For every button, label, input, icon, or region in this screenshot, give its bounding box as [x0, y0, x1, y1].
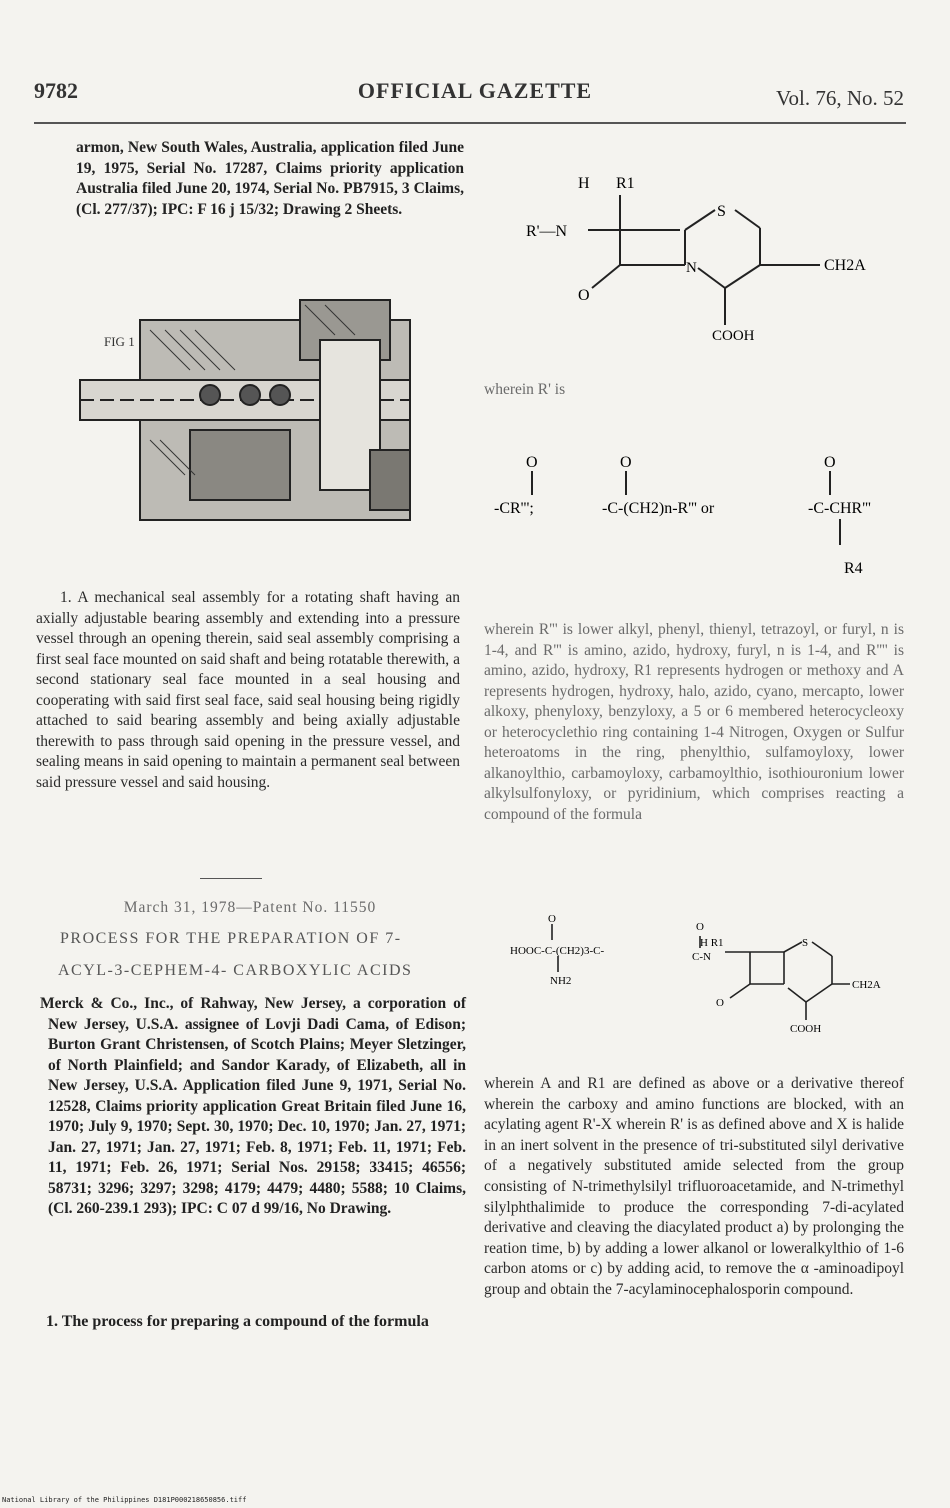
intro-paragraph: armon, New South Wales, Australia, application filed June 19, 1975, Serial No. 17287, Claims priority application Australia filed June 20, 1974, Serial No. PB7915, 3 Claims, (Cl. 277/37); IPC: F 16 j 15/32; Drawing 2 Sheets.	[76, 139, 464, 218]
formula1-s: S	[717, 203, 726, 220]
mechanical-seal-figure	[70, 280, 445, 530]
patent-title-line-1: PROCESS FOR THE PREPARATION OF 7-	[60, 930, 402, 947]
formula3-left: HOOC-C-(CH2)3-C-	[510, 945, 605, 957]
formula3-o-mid: O	[696, 921, 704, 933]
aminoadipoyl-cephalosporin-formula	[510, 912, 900, 1040]
formula1-h: H	[578, 175, 590, 192]
definitions-paragraph: wherein R''' is lower alkyl, phenyl, thienyl, tetrazoyl, or furyl, n is 1-4, and R''' is amino, azido, hydroxy, furyl, n is 1-4, and R'''' is amino, azido, hydroxy, R1 represents hydrogen or methoxy and A represents hydrogen, hydroxy, halo, azido, cyano, mercapto, lower alkoxy, phenyloxy, benzyloxy, a 5 or 6 membered heterocycleoxy or heterocyclethio ring containing 1-4 Nitrogen, Oxygen or Sulfur heteroatoms in the ring, phenylthio, sulfamoyloxy, lower alkanoylthio, carbamoyloxy, carbamoylthio, isothiouronium lower alkylsulfonyloxy, or pyridinium, which comprises reacting a compound of the formula	[484, 621, 904, 823]
process-description-paragraph: wherein A and R1 are defined as above or a derivative thereof wherein the carboxy and amino functions are blocked, with an acylating agent R'-X wherein R' is as defined above and X is halide in an inert solvent in the presence of tri-substituted silyl derivative of a negatively substituted amide selected from the group consisting of N-trimethylsilyl trifluoroacetamide, and N-trimethyl silylphthalimide to produce the corresponding 7-di-acylated derivative and cleaving the diacylated product a) by prolonging the reation time, b) by adding a lower alkanol or loweralkylthio of 1-6 carbon atoms or c) by adding acid, to remove the α -aminoadipoyl group and obtain the 7-acylaminocephalosporin compound.	[484, 1075, 904, 1298]
patent-title-line-2: ACYL-3-CEPHEM-4- CARBOXYLIC ACIDS	[58, 962, 413, 979]
formula1-o: O	[578, 287, 590, 304]
process-claim-start: 1. The process for preparing a compound of the formula	[46, 1313, 429, 1330]
assignee-text: Merck & Co., Inc., of Rahway, New Jersey, a corporation of New Jersey, U.S.A. assignee of Lovji Dadi Cama, of Edison; Burton Grant Christensen, of Scotch Plains; Meyer Sletzinger, of North Plainfield; and Sandor Karady, of Elizabeth, all in New Jersey, U.S.A. Application filed June 9, 1971, Serial No. 12528, Claims priority application Great Britain filed June 16, 1970; July 9, 1970; Sept. 30, 1970; Dec. 10, 1970; Jan. 27, 1971; Jan. 27, 1971; Jan. 27, 1971; Feb. 8, 1971; Feb. 11, 1971; Feb. 11, 1971; Feb. 26, 1971; Serial Nos. 29158; 33415; 46556; 58731; 3296; 3297; 3298; 4179; 4479; 4480; 5588; 10 Claims, (Cl. 260-239.1 293); IPC: C 07 d 99/16, No Drawing.	[40, 995, 466, 1217]
formula3-o-top: O	[548, 913, 556, 925]
formula2-o-3: O	[824, 454, 836, 471]
patent-assignee-paragraph	[40, 994, 466, 1220]
scan-footer: National Library of the Philippines D181P000218650856.tiff	[2, 1496, 247, 1504]
volume-label: Vol. 76, No. 52	[776, 86, 904, 110]
formula1-ch2a: CH2A	[824, 257, 866, 274]
page-number: 9782	[34, 78, 78, 103]
formula3-nh2: NH2	[550, 975, 572, 987]
formula3-cooh: COOH	[790, 1023, 822, 1035]
formula3-hn: H R1	[700, 937, 724, 949]
header-rule	[34, 122, 906, 124]
figure-label: FIG 1	[104, 334, 135, 349]
section-divider	[200, 878, 262, 879]
formula2-o-2: O	[620, 454, 632, 471]
formula2-term-3: -C-CHR'''	[808, 500, 871, 517]
formula3-o-ring: O	[716, 997, 724, 1009]
formula2-r4: R4	[844, 560, 863, 577]
formula2-term-1: -CR''';	[494, 500, 534, 517]
formula1-r1: R1	[616, 175, 635, 192]
formula3-cn: C-N	[692, 951, 711, 963]
formula3-ch2a: CH2A	[852, 979, 881, 991]
formula1-cooh: COOH	[712, 328, 755, 344]
formula2-term-2: -C-(CH2)n-R''' or	[602, 500, 715, 517]
formula1-n: N	[686, 260, 697, 276]
patent-date: March 31, 1978—Patent No. 11550	[123, 899, 377, 916]
page-title: OFFICIAL GAZETTE	[357, 78, 593, 103]
formula1-rn: R'—N	[526, 223, 568, 240]
acyl-group-formulas	[490, 445, 900, 585]
wherein-label: wherein R' is	[484, 381, 566, 398]
formula3-s: S	[802, 937, 809, 949]
seal-claim-text: 1. A mechanical seal assembly for a rotating shaft having an axially adjustable bearing assembly and extending into a pressure vessel through an opening therein, said seal assembly comprising a first seal face mounted on said shaft and being rotatable therewith, a second stationary seal face mounted in a seal housing and cooperating with said first seal face, said seal housing being rigidly attached to said bearing assembly and being axially adjustable therewith to pass through said opening in the pressure vessel, and sealing means in said opening to maintain a permanent seal between said pressure vessel and said housing.	[36, 589, 460, 791]
formula2-o-1: O	[526, 454, 538, 471]
cephem-structure-formula	[520, 160, 900, 345]
